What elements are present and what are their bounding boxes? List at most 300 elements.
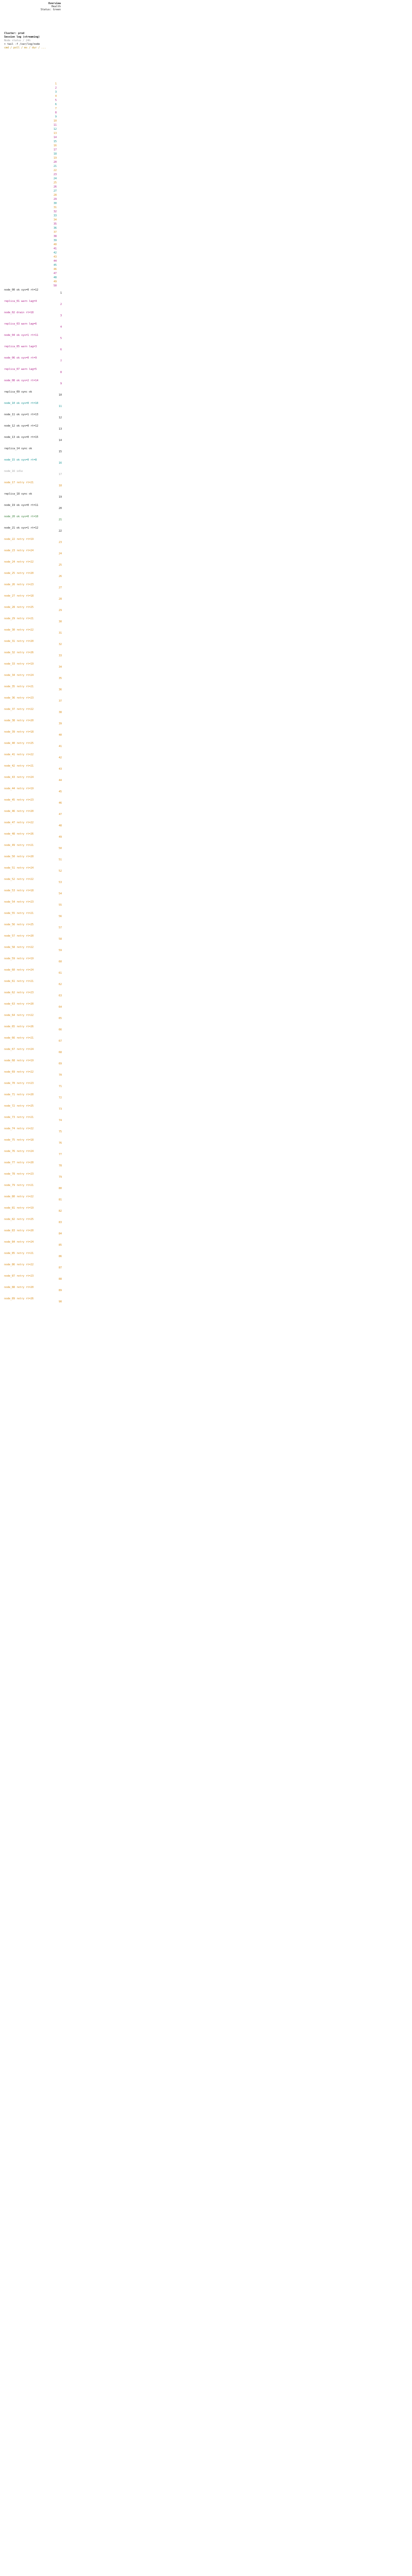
log-entry-count: 12 <box>58 416 62 419</box>
log-entry[interactable] <box>4 991 62 997</box>
line-number: 30 <box>53 202 57 205</box>
log-entry-count: 64 <box>58 1006 62 1009</box>
log-entry[interactable] <box>4 708 62 714</box>
log-entry-count: 63 <box>58 994 62 997</box>
log-entry-count: 76 <box>58 1142 62 1145</box>
log-entry-count: 53 <box>58 881 62 884</box>
log-entry[interactable] <box>4 447 62 453</box>
log-entry[interactable] <box>4 935 62 941</box>
line-number: 9 <box>55 115 57 118</box>
log-entry-count: 67 <box>58 1040 62 1043</box>
log-entry[interactable] <box>4 833 62 839</box>
log-entry-count: 20 <box>58 507 62 510</box>
log-entry[interactable] <box>4 402 62 408</box>
log-entry[interactable] <box>4 776 62 782</box>
log-entry[interactable] <box>4 753 62 759</box>
log-entry-count: 6 <box>60 348 62 351</box>
line-number: 36 <box>53 227 57 230</box>
line-number: 18 <box>53 152 57 156</box>
log-entry[interactable] <box>4 323 62 329</box>
log-entry-count: 26 <box>58 575 62 578</box>
log-entry-count: 58 <box>58 938 62 941</box>
log-entry[interactable] <box>4 470 62 476</box>
header-top-line-3: Status: Green <box>40 8 61 11</box>
log-entry-count: 24 <box>58 552 62 555</box>
log-entry-count: 25 <box>58 564 62 567</box>
log-entry[interactable] <box>4 595 62 601</box>
log-entry-text: node_88 retry rt=20 <box>4 1286 34 1289</box>
log-entry[interactable] <box>4 1037 62 1043</box>
log-entry-text: node_57 retry rt=20 <box>4 935 34 938</box>
log-entry-text: node_60 retry rt=24 <box>4 969 34 972</box>
log-entry[interactable] <box>4 561 62 567</box>
log-entry-count: 39 <box>58 722 62 725</box>
log-entry[interactable] <box>4 957 62 963</box>
log-entry-text: node_42 retry rt=21 <box>4 765 34 768</box>
log-entry-text: node_68 retry rt=19 <box>4 1059 34 1062</box>
log-entry-text: node_43 retry rt=24 <box>4 776 34 779</box>
log-entry-count: 71 <box>58 1085 62 1088</box>
log-entry-text: replica_09 sync ok <box>4 391 32 394</box>
line-number: 8 <box>55 111 57 114</box>
header-top-line-2: Health <box>51 5 61 8</box>
log-entry-text: node_49 retry rt=21 <box>4 844 34 847</box>
log-entry-count: 57 <box>58 926 62 929</box>
log-entry-count: 56 <box>58 915 62 918</box>
log-entry-text: node_87 retry rt=23 <box>4 1275 34 1278</box>
log-entry-count: 34 <box>58 666 62 669</box>
line-number: 20 <box>53 161 57 164</box>
log-entry[interactable] <box>4 1252 62 1258</box>
log-entry[interactable] <box>4 1105 62 1111</box>
log-entry-count: 33 <box>58 654 62 657</box>
log-entry-count: 22 <box>58 530 62 533</box>
log-entry-count: 86 <box>58 1255 62 1258</box>
log-entry-text: node_08 ok sys=2 rt=14 <box>4 379 39 382</box>
log-entry[interactable] <box>4 1263 62 1269</box>
log-entry[interactable] <box>4 980 62 986</box>
log-entry-count: 78 <box>58 1164 62 1167</box>
line-number: 19 <box>53 157 57 160</box>
log-entry-text: node_41 retry rt=22 <box>4 753 34 756</box>
log-entry-text: node_47 retry rt=22 <box>4 821 34 824</box>
log-entry-text: node_76 retry rt=24 <box>4 1150 34 1153</box>
log-entry[interactable] <box>4 1150 62 1156</box>
log-entry-text: node_16 idle <box>4 470 23 473</box>
line-number: 49 <box>53 280 57 283</box>
log-entry-text: node_84 retry rt=24 <box>4 1241 34 1244</box>
log-entry-count: 18 <box>58 484 62 487</box>
log-entry[interactable] <box>4 1218 62 1224</box>
log-entry-count: 69 <box>58 1062 62 1065</box>
line-number: 34 <box>53 218 57 222</box>
log-entry[interactable] <box>4 969 62 975</box>
log-entry-text: node_51 retry rt=24 <box>4 867 34 870</box>
log-entry[interactable] <box>4 379 62 385</box>
line-number: 22 <box>53 169 57 172</box>
line-number: 48 <box>53 276 57 279</box>
log-entry[interactable] <box>4 481 62 487</box>
log-entry-text: node_39 retry rt=18 <box>4 731 34 734</box>
log-entry-text: node_44 retry rt=19 <box>4 787 34 790</box>
log-entry[interactable] <box>4 663 62 669</box>
log-entry-text: node_31 retry rt=20 <box>4 640 34 643</box>
log-entry[interactable] <box>4 1082 62 1088</box>
log-entry-text: node_22 retry rt=19 <box>4 538 34 541</box>
log-entry-text: node_86 retry rt=22 <box>4 1263 34 1266</box>
log-entry[interactable] <box>4 436 62 442</box>
log-entry-text: node_55 retry rt=21 <box>4 912 34 915</box>
line-number: 5 <box>55 99 57 102</box>
log-entry-text: node_27 retry rt=18 <box>4 595 34 598</box>
line-number: 33 <box>53 214 57 217</box>
log-entry-text: node_58 retry rt=22 <box>4 946 34 949</box>
log-entry[interactable] <box>4 855 62 861</box>
log-entry-count: 85 <box>58 1244 62 1247</box>
log-entry-count: 75 <box>58 1130 62 1133</box>
header-status-block <box>4 2 61 11</box>
log-entry[interactable] <box>4 515 62 521</box>
log-entry-count: 3 <box>60 314 62 317</box>
log-entry-text: node_20 ok sys=0 rt=10 <box>4 515 39 518</box>
log-entry-count: 81 <box>58 1198 62 1201</box>
log-entry-text: node_21 ok sys=1 rt=12 <box>4 527 39 530</box>
log-entry-text: node_52 retry rt=22 <box>4 878 34 881</box>
line-number: 12 <box>53 128 57 131</box>
log-entry-text: node_36 retry rt=23 <box>4 697 34 700</box>
line-number: 44 <box>53 260 57 263</box>
log-entry-text: replica_14 sync ok <box>4 447 32 450</box>
log-entry-text: node_81 retry rt=19 <box>4 1207 34 1210</box>
log-entry-text: node_33 retry rt=19 <box>4 663 34 666</box>
log-entry-count: 30 <box>58 620 62 623</box>
log-entry-count: 43 <box>58 768 62 771</box>
log-entry-text: node_66 retry rt=21 <box>4 1037 34 1040</box>
log-entry-text: node_17 retry rt=21 <box>4 481 34 484</box>
log-entry-count: 89 <box>58 1289 62 1292</box>
log-entry[interactable] <box>4 1173 62 1179</box>
log-entry[interactable] <box>4 583 62 589</box>
log-entry[interactable] <box>4 878 62 884</box>
line-number: 46 <box>53 268 57 271</box>
log-entry[interactable] <box>4 549 62 555</box>
log-entry[interactable] <box>4 459 62 465</box>
log-entry-text: node_50 retry rt=20 <box>4 855 34 858</box>
log-entry[interactable] <box>4 538 62 544</box>
log-entry-count: 80 <box>58 1187 62 1190</box>
log-entry-count: 11 <box>58 405 62 408</box>
log-entry[interactable] <box>4 946 62 952</box>
line-number: 26 <box>53 185 57 189</box>
log-entry-text: node_13 ok sys=0 rt=15 <box>4 436 39 439</box>
log-entry[interactable] <box>4 1127 62 1133</box>
log-entry-text: node_46 retry rt=20 <box>4 810 34 813</box>
log-entry[interactable] <box>4 1207 62 1213</box>
line-number: 45 <box>53 264 57 267</box>
log-entry-text: node_04 ok sys=1 rt=11 <box>4 334 39 337</box>
page-title: Cluster: prod <box>4 32 25 35</box>
log-entry-text: node_00 ok sys=0 rt=12 <box>4 289 39 292</box>
line-number: 27 <box>53 190 57 193</box>
line-number: 41 <box>53 247 57 250</box>
log-entry-text: node_45 retry rt=23 <box>4 799 34 802</box>
log-entry-count: 51 <box>58 858 62 861</box>
log-entry-text: node_35 retry rt=21 <box>4 685 34 688</box>
log-entry-text: node_12 ok sys=0 rt=12 <box>4 425 39 428</box>
log-entry-count: 49 <box>58 836 62 839</box>
line-number: 38 <box>53 235 57 238</box>
log-entry-count: 15 <box>58 450 62 453</box>
line-number: 37 <box>53 231 57 234</box>
log-entry-count: 1 <box>60 292 62 295</box>
log-entry-count: 55 <box>58 904 62 907</box>
log-entry-count: 44 <box>58 779 62 782</box>
log-entry-count: 13 <box>58 428 62 431</box>
log-entry[interactable] <box>4 357 62 363</box>
line-number: 2 <box>55 87 57 90</box>
log-entry-text: node_64 retry rt=22 <box>4 1014 34 1017</box>
log-entry-count: 29 <box>58 609 62 612</box>
log-entry-text: node_75 retry rt=18 <box>4 1139 34 1142</box>
log-entry-count: 54 <box>58 892 62 895</box>
log-entry[interactable] <box>4 912 62 918</box>
log-entry[interactable] <box>4 425 62 431</box>
log-entry-count: 50 <box>58 847 62 850</box>
log-entry-count: 2 <box>60 303 62 306</box>
log-entry-text: node_85 retry rt=21 <box>4 1252 34 1255</box>
log-entry-text: node_11 ok sys=1 rt=13 <box>4 413 39 416</box>
log-entry[interactable] <box>4 345 62 351</box>
log-entry[interactable] <box>4 685 62 691</box>
log-entry[interactable] <box>4 810 62 816</box>
log-entry-text: node_73 retry rt=21 <box>4 1116 34 1119</box>
page-subtitle: Session log (streaming) <box>4 36 40 39</box>
log-entry[interactable] <box>4 527 62 533</box>
log-entry-text: node_80 retry rt=22 <box>4 1195 34 1198</box>
log-entry-text: node_53 retry rt=18 <box>4 889 34 892</box>
line-number: 25 <box>53 181 57 184</box>
log-entry-count: 41 <box>58 745 62 748</box>
log-entry-text: node_56 retry rt=25 <box>4 923 34 926</box>
line-number: 17 <box>53 148 57 151</box>
log-entry[interactable] <box>4 1059 62 1065</box>
log-entry-text: node_71 retry rt=20 <box>4 1093 34 1096</box>
log-entry[interactable] <box>4 697 62 703</box>
line-number: 28 <box>53 194 57 197</box>
log-entry[interactable] <box>4 629 62 635</box>
log-entry-text: replica_07 warn lag=5 <box>4 368 37 371</box>
log-entry-count: 28 <box>58 598 62 601</box>
log-entry-count: 73 <box>58 1108 62 1111</box>
log-entry[interactable] <box>4 1014 62 1020</box>
log-list <box>4 289 62 1309</box>
header-title-block <box>4 32 66 50</box>
log-entry-count: 5 <box>60 337 62 340</box>
log-entry-text: node_15 ok sys=0 rt=8 <box>4 459 37 462</box>
log-entry-count: 35 <box>58 677 62 680</box>
line-number: 1 <box>55 82 57 86</box>
log-entry[interactable] <box>4 391 62 397</box>
log-entry-count: 84 <box>58 1232 62 1235</box>
log-entry[interactable] <box>4 1184 62 1190</box>
line-number: 23 <box>53 173 57 176</box>
log-entry[interactable] <box>4 334 62 340</box>
log-entry[interactable] <box>4 923 62 929</box>
log-entry[interactable] <box>4 765 62 771</box>
log-entry[interactable] <box>4 1195 62 1201</box>
log-entry-text: node_40 retry rt=25 <box>4 742 34 745</box>
log-entry-count: 19 <box>58 496 62 499</box>
log-entry-count: 17 <box>58 473 62 476</box>
log-entry-count: 37 <box>58 700 62 703</box>
log-entry[interactable] <box>4 640 62 646</box>
log-entry[interactable] <box>4 1116 62 1122</box>
log-entry[interactable] <box>4 1161 62 1167</box>
log-entry[interactable] <box>4 901 62 907</box>
log-entry-count: 72 <box>58 1096 62 1099</box>
log-entry-text: node_78 retry rt=23 <box>4 1173 34 1176</box>
log-entry[interactable] <box>4 606 62 612</box>
log-entry-text: node_79 retry rt=21 <box>4 1184 34 1187</box>
log-entry[interactable] <box>4 799 62 805</box>
log-entry-text: node_72 retry rt=25 <box>4 1105 34 1108</box>
log-entry[interactable] <box>4 889 62 895</box>
log-entry[interactable] <box>4 1286 62 1292</box>
log-entry[interactable] <box>4 493 62 499</box>
filter-hint: cmd / poll / ms / dur / ... <box>4 46 46 49</box>
log-entry-count: 83 <box>58 1221 62 1224</box>
log-entry-text: node_83 retry rt=20 <box>4 1229 34 1232</box>
line-number: 3 <box>55 91 57 94</box>
log-entry[interactable] <box>4 413 62 419</box>
line-number: 6 <box>55 103 57 106</box>
log-entry[interactable] <box>4 844 62 850</box>
line-number-column <box>46 82 57 289</box>
line-number: 35 <box>53 223 57 226</box>
log-entry-text: replica_03 warn lag=6 <box>4 323 37 326</box>
log-entry-count: 32 <box>58 643 62 646</box>
log-entry-text: node_48 retry rt=26 <box>4 833 34 836</box>
log-entry[interactable] <box>4 1297 62 1303</box>
log-entry[interactable] <box>4 867 62 873</box>
log-entry[interactable] <box>4 1241 62 1247</box>
log-entry-text: node_89 retry rt=26 <box>4 1297 34 1300</box>
log-entry-count: 61 <box>58 972 62 975</box>
log-entry[interactable] <box>4 504 62 510</box>
log-entry[interactable] <box>4 300 62 306</box>
line-number: 43 <box>53 256 57 259</box>
log-entry-text: node_19 ok sys=0 rt=11 <box>4 504 39 507</box>
header-top-line-1: Overview <box>48 2 61 5</box>
log-entry-text: node_37 retry rt=22 <box>4 708 34 711</box>
log-entry[interactable] <box>4 1003 62 1009</box>
log-entry-text: replica_05 warn lag=3 <box>4 345 37 348</box>
log-entry[interactable] <box>4 1275 62 1281</box>
log-entry[interactable] <box>4 289 62 295</box>
log-entry-count: 48 <box>58 824 62 827</box>
log-entry-text: node_82 retry rt=25 <box>4 1218 34 1221</box>
line-number: 39 <box>53 239 57 242</box>
line-number: 10 <box>53 120 57 123</box>
command-line[interactable]: > tail -f /var/log/node <box>4 43 40 46</box>
line-number: 4 <box>55 95 57 98</box>
log-entry-count: 68 <box>58 1051 62 1054</box>
log-entry[interactable] <box>4 651 62 657</box>
log-entry-text: node_63 retry rt=20 <box>4 1003 34 1006</box>
log-entry-text: node_70 retry rt=23 <box>4 1082 34 1085</box>
log-entry[interactable] <box>4 617 62 623</box>
log-entry-count: 42 <box>58 756 62 759</box>
log-entry-text: replica_01 warn lag=4 <box>4 300 37 303</box>
log-entry-count: 62 <box>58 983 62 986</box>
line-number: 29 <box>53 198 57 201</box>
log-entry[interactable] <box>4 787 62 793</box>
log-entry[interactable] <box>4 311 62 317</box>
log-entry[interactable] <box>4 368 62 374</box>
log-entry-count: 77 <box>58 1153 62 1156</box>
log-entry-text: node_65 retry rt=26 <box>4 1025 34 1028</box>
log-entry[interactable] <box>4 821 62 827</box>
line-number: 47 <box>53 272 57 275</box>
log-entry[interactable] <box>4 1093 62 1099</box>
log-entry[interactable] <box>4 572 62 578</box>
line-number: 32 <box>53 210 57 213</box>
log-entry[interactable] <box>4 1071 62 1077</box>
log-entry[interactable] <box>4 1229 62 1235</box>
log-entry-count: 16 <box>58 462 62 465</box>
log-entry[interactable] <box>4 1048 62 1054</box>
log-entry-count: 7 <box>60 360 62 363</box>
line-number: 14 <box>53 136 57 139</box>
log-entry-text: node_67 retry rt=24 <box>4 1048 34 1051</box>
log-entry-text: node_74 retry rt=22 <box>4 1127 34 1130</box>
log-entry-count: 21 <box>58 518 62 521</box>
log-entry-text: node_29 retry rt=21 <box>4 617 34 620</box>
log-entry-text: node_59 retry rt=19 <box>4 957 34 960</box>
log-entry-text: node_34 retry rt=24 <box>4 674 34 677</box>
log-entry-count: 46 <box>58 802 62 805</box>
log-entry-count: 36 <box>58 688 62 691</box>
log-entry-count: 9 <box>60 382 62 385</box>
log-entry[interactable] <box>4 1139 62 1145</box>
log-entry-count: 40 <box>58 734 62 737</box>
log-entry-count: 79 <box>58 1176 62 1179</box>
line-number: 42 <box>53 251 57 255</box>
log-entry[interactable] <box>4 742 62 748</box>
log-entry[interactable] <box>4 1025 62 1031</box>
log-entry-count: 4 <box>60 326 62 329</box>
log-entry-text: node_24 retry rt=22 <box>4 561 34 564</box>
log-entry-count: 23 <box>58 541 62 544</box>
line-number: 24 <box>53 177 57 180</box>
log-entry-count: 70 <box>58 1074 62 1077</box>
log-entry-count: 60 <box>58 960 62 963</box>
log-entry[interactable] <box>4 719 62 725</box>
log-entry-text: node_62 retry rt=23 <box>4 991 34 994</box>
log-entry[interactable] <box>4 674 62 680</box>
log-entry-count: 65 <box>58 1017 62 1020</box>
log-entry-text: node_30 retry rt=22 <box>4 629 34 632</box>
log-entry-count: 8 <box>60 371 62 374</box>
line-number: 16 <box>53 144 57 147</box>
log-entry-text: node_77 retry rt=20 <box>4 1161 34 1164</box>
line-number: 50 <box>53 284 57 287</box>
log-entry-count: 31 <box>58 632 62 635</box>
log-entry[interactable] <box>4 731 62 737</box>
log-entry-text: node_28 retry rt=25 <box>4 606 34 609</box>
log-entry-count: 27 <box>58 586 62 589</box>
line-number: 21 <box>53 165 57 168</box>
